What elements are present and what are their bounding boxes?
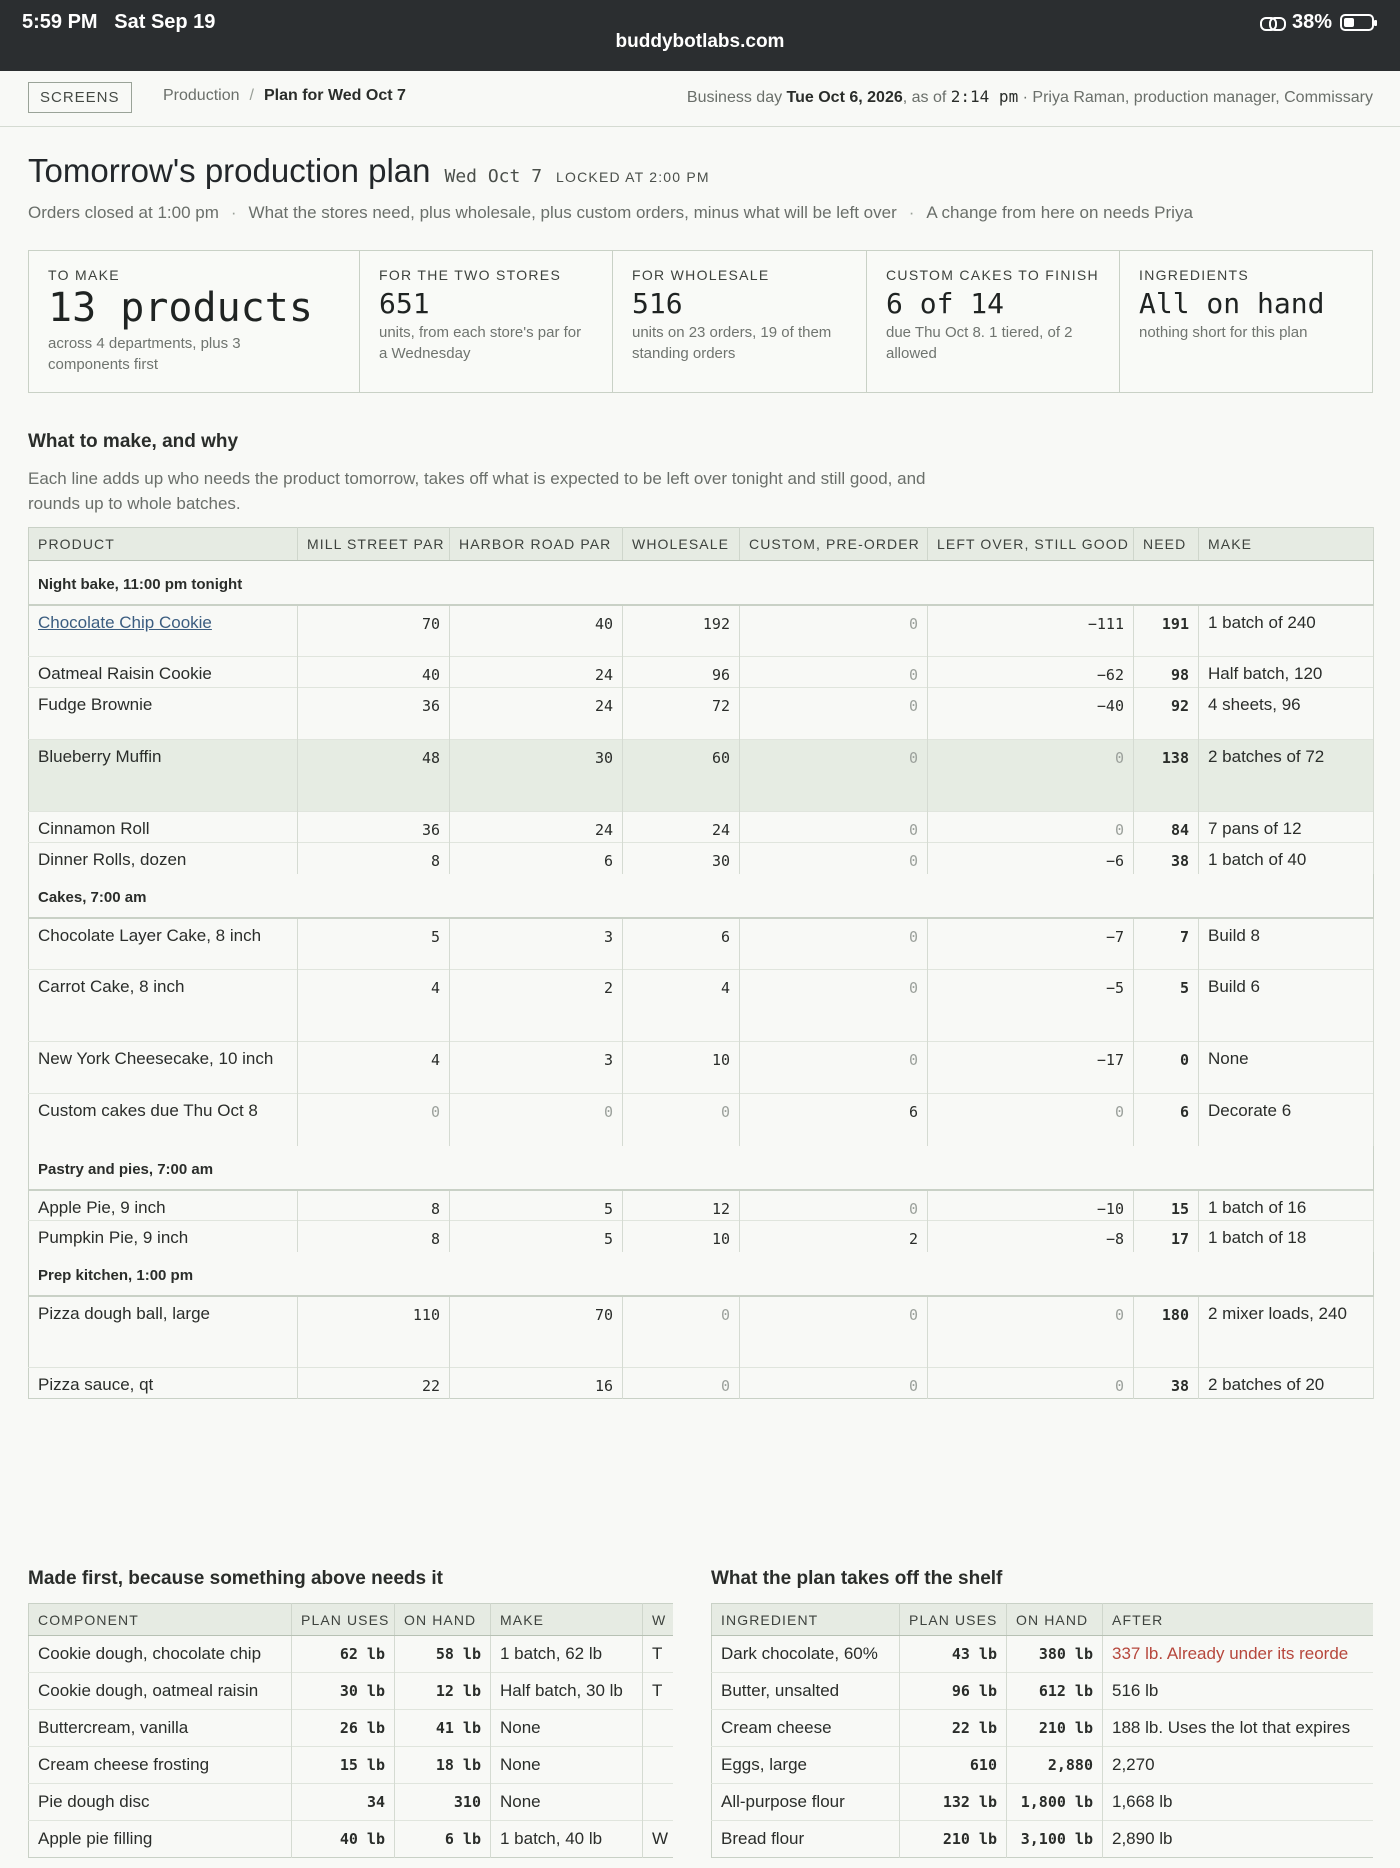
screens-button[interactable]: SCREENS xyxy=(28,82,132,113)
col-header[interactable]: WHOLESALE xyxy=(623,528,740,561)
cell-custom: 6 xyxy=(740,1094,928,1146)
cell-plan-uses: 96 lb xyxy=(900,1673,1007,1710)
cell-harbor: 70 xyxy=(450,1296,623,1368)
cell-harbor: 2 xyxy=(450,970,623,1042)
cell-wholesale: 4 xyxy=(623,970,740,1042)
product-name: Cinnamon Roll xyxy=(29,812,298,843)
cell-plan-uses: 62 lb xyxy=(292,1636,395,1673)
product-name: Pumpkin Pie, 9 inch xyxy=(29,1221,298,1252)
product-name: Apple Pie, 9 inch xyxy=(29,1190,298,1221)
cell-wholesale: 192 xyxy=(623,605,740,657)
table-row[interactable] xyxy=(29,1821,674,1858)
cell-wholesale: 12 xyxy=(623,1190,740,1221)
cell-make: 1 batch, 40 lb xyxy=(491,1821,643,1858)
cell-make: 2 batches of 72 xyxy=(1199,740,1374,812)
battery-percent: 38% xyxy=(1291,11,1332,33)
table-row[interactable] xyxy=(29,1784,674,1821)
cell-make: 7 pans of 12 xyxy=(1199,812,1374,843)
components-table xyxy=(28,1603,673,1858)
cell-wholesale: 0 xyxy=(623,1094,740,1146)
cell-mill: 70 xyxy=(298,605,450,657)
cell-mill: 8 xyxy=(298,843,450,874)
make-section-title: What to make, and why xyxy=(28,431,239,452)
cell-wholesale: 10 xyxy=(623,1221,740,1252)
cell-custom: 0 xyxy=(740,970,928,1042)
cell-harbor: 24 xyxy=(450,688,623,740)
cell-make: 1 batch, 62 lb xyxy=(491,1636,643,1673)
cell-mill: 48 xyxy=(298,740,450,812)
page-heading xyxy=(28,152,710,190)
cell-custom: 0 xyxy=(740,605,928,657)
product-link[interactable]: Chocolate Chip Cookie xyxy=(38,612,212,632)
component-name: Cream cheese frosting xyxy=(29,1747,292,1784)
cell-wholesale: 0 xyxy=(623,1368,740,1399)
cell-custom: 0 xyxy=(740,1296,928,1368)
stat-stores: FOR THE TWO STORES 651 units, from each store's par for a Wednesday xyxy=(360,251,613,392)
cell-mill: 22 xyxy=(298,1368,450,1399)
cell-harbor: 3 xyxy=(450,918,623,970)
cell-on-hand: 41 lb xyxy=(395,1710,491,1747)
cell-need: 98 xyxy=(1134,657,1199,688)
cell-plan-uses: 210 lb xyxy=(900,1821,1007,1858)
product-name: Chocolate Layer Cake, 8 inch xyxy=(29,918,298,970)
cell-after: 516 lb xyxy=(1103,1673,1374,1710)
production-table xyxy=(28,527,1374,1399)
cell-after: 2,270 xyxy=(1103,1747,1374,1784)
address-url[interactable]: buddybotlabs.com xyxy=(615,31,785,52)
cell-on-hand: 380 lb xyxy=(1007,1636,1103,1673)
cell-extra xyxy=(643,1710,674,1747)
cell-after: 2,890 lb xyxy=(1103,1821,1374,1858)
cell-need: 92 xyxy=(1134,688,1199,740)
page-title: Tomorrow's production plan xyxy=(28,152,431,189)
cell-after: 337 lb. Already under its reorde xyxy=(1103,1636,1374,1673)
product-name: Dinner Rolls, dozen xyxy=(29,843,298,874)
cell-harbor: 5 xyxy=(450,1190,623,1221)
product-name xyxy=(29,605,298,657)
product-name: Pizza sauce, qt xyxy=(29,1368,298,1399)
cell-need: 0 xyxy=(1134,1042,1199,1094)
ingredient-name: Cream cheese xyxy=(712,1710,900,1747)
product-name: Fudge Brownie xyxy=(29,688,298,740)
cell-harbor: 16 xyxy=(450,1368,623,1399)
col-header[interactable]: PRODUCT xyxy=(29,528,298,561)
cell-wholesale: 96 xyxy=(623,657,740,688)
top-bar xyxy=(0,71,1400,127)
cell-plan-uses: 610 xyxy=(900,1747,1007,1784)
table-row[interactable] xyxy=(29,1636,674,1673)
cell-make: None xyxy=(491,1710,643,1747)
col-header[interactable]: MAKE xyxy=(491,1604,643,1636)
group-row xyxy=(29,1252,1374,1296)
ingredient-name: All-purpose flour xyxy=(712,1784,900,1821)
breadcrumb xyxy=(163,87,406,105)
cell-left: 0 xyxy=(928,812,1134,843)
component-name: Pie dough disc xyxy=(29,1784,292,1821)
col-header[interactable]: HARBOR ROAD PAR xyxy=(450,528,623,561)
cell-extra xyxy=(643,1784,674,1821)
cell-plan-uses: 43 lb xyxy=(900,1636,1007,1673)
cell-left: 0 xyxy=(928,740,1134,812)
cell-plan-uses: 22 lb xyxy=(900,1710,1007,1747)
cell-on-hand: 58 lb xyxy=(395,1636,491,1673)
col-header[interactable]: PLAN USES xyxy=(292,1604,395,1636)
cell-mill: 8 xyxy=(298,1190,450,1221)
ingredient-name: Eggs, large xyxy=(712,1747,900,1784)
table-row[interactable] xyxy=(29,812,1374,843)
table-row[interactable] xyxy=(29,605,1374,657)
table-row[interactable] xyxy=(712,1784,1374,1821)
ingredients-title: What the plan takes off the shelf xyxy=(711,1568,1003,1589)
table-row[interactable] xyxy=(712,1747,1374,1784)
page-subtitle: Orders closed at 1:00 pm · What the stores need, plus wholesale, plus custom orders, minus what will be left over · A change from here on needs Priya xyxy=(28,203,1193,222)
table-row[interactable] xyxy=(29,1368,1374,1399)
link-icon xyxy=(1260,16,1284,30)
battery-icon xyxy=(1340,14,1374,31)
business-context: Business day Tue Oct 6, 2026, as of 2:14 pm · Priya Raman, production manager, Commissary xyxy=(686,87,1373,106)
cell-harbor: 30 xyxy=(450,740,623,812)
table-row[interactable] xyxy=(29,1747,674,1784)
cell-left: −6 xyxy=(928,843,1134,874)
cell-wholesale: 72 xyxy=(623,688,740,740)
ingredients-table xyxy=(711,1603,1373,1858)
cell-make: 2 batches of 20 xyxy=(1199,1368,1374,1399)
group-row xyxy=(29,874,1374,918)
cell-need: 180 xyxy=(1134,1296,1199,1368)
cell-on-hand: 18 lb xyxy=(395,1747,491,1784)
cell-harbor: 5 xyxy=(450,1221,623,1252)
cell-make: 4 sheets, 96 xyxy=(1199,688,1374,740)
table-header-row xyxy=(29,528,1374,561)
table-row[interactable] xyxy=(29,1221,1374,1252)
cell-left: −8 xyxy=(928,1221,1134,1252)
cell-on-hand: 210 lb xyxy=(1007,1710,1103,1747)
stat-ingredients: INGREDIENTS All on hand nothing short for this plan xyxy=(1139,267,1325,341)
cell-make: 1 batch of 40 xyxy=(1199,843,1374,874)
cell-left: 0 xyxy=(928,1296,1134,1368)
cell-harbor: 40 xyxy=(450,605,623,657)
component-name: Cookie dough, oatmeal raisin xyxy=(29,1673,292,1710)
cell-left: −17 xyxy=(928,1042,1134,1094)
col-header[interactable]: ON HAND xyxy=(395,1604,491,1636)
cell-harbor: 6 xyxy=(450,843,623,874)
cell-extra: W xyxy=(643,1821,674,1858)
table-row[interactable] xyxy=(29,1673,674,1710)
table-row[interactable] xyxy=(29,1190,1374,1221)
cell-on-hand: 3,100 lb xyxy=(1007,1821,1103,1858)
cell-need: 7 xyxy=(1134,918,1199,970)
ingredient-name: Bread flour xyxy=(712,1821,900,1858)
cell-custom: 0 xyxy=(740,843,928,874)
stat-wholesale: FOR WHOLESALE 516 units on 23 orders, 19 of them standing orders xyxy=(613,251,867,392)
cell-custom: 2 xyxy=(740,1221,928,1252)
col-header[interactable]: NEED xyxy=(1134,528,1199,561)
cell-make: Build 8 xyxy=(1199,918,1374,970)
col-header[interactable]: LEFT OVER, STILL GOOD xyxy=(928,528,1134,561)
cell-mill: 5 xyxy=(298,918,450,970)
table-row[interactable] xyxy=(29,657,1374,688)
cell-plan-uses: 40 lb xyxy=(292,1821,395,1858)
cell-need: 38 xyxy=(1134,843,1199,874)
cell-custom: 0 xyxy=(740,812,928,843)
cell-make: 1 batch of 16 xyxy=(1199,1190,1374,1221)
table-row[interactable] xyxy=(29,740,1374,812)
cell-wholesale: 60 xyxy=(623,740,740,812)
table-row[interactable] xyxy=(29,1042,1374,1094)
cell-left: −111 xyxy=(928,605,1134,657)
cell-make: Decorate 6 xyxy=(1199,1094,1374,1146)
table-row[interactable] xyxy=(29,843,1374,874)
make-section-description: Each line adds up who needs the product tomorrow, takes off what is expected to be left over tonight and still good, and rounds up to whole batches. xyxy=(28,469,926,513)
group-row xyxy=(29,561,1374,605)
group-row xyxy=(29,1146,1374,1190)
cell-mill: 36 xyxy=(298,812,450,843)
cell-wholesale: 30 xyxy=(623,843,740,874)
cell-on-hand: 6 lb xyxy=(395,1821,491,1858)
plan-date: Wed Oct 7 xyxy=(444,166,543,187)
cell-custom: 0 xyxy=(740,918,928,970)
cell-custom: 0 xyxy=(740,740,928,812)
cell-mill: 36 xyxy=(298,688,450,740)
cell-left: −40 xyxy=(928,688,1134,740)
cell-on-hand: 2,880 xyxy=(1007,1747,1103,1784)
cell-harbor: 0 xyxy=(450,1094,623,1146)
breadcrumb-separator: / xyxy=(249,87,254,104)
cell-mill: 4 xyxy=(298,970,450,1042)
table-row[interactable] xyxy=(712,1636,1374,1673)
cell-left: −10 xyxy=(928,1190,1134,1221)
table-row[interactable] xyxy=(29,1094,1374,1146)
cell-make: None xyxy=(491,1747,643,1784)
cell-after: 188 lb. Uses the lot that expires xyxy=(1103,1710,1374,1747)
cell-extra: T xyxy=(643,1673,674,1710)
table-row[interactable] xyxy=(29,1296,1374,1368)
product-name: Blueberry Muffin xyxy=(29,740,298,812)
cell-plan-uses: 34 xyxy=(292,1784,395,1821)
cell-wholesale: 0 xyxy=(623,1296,740,1368)
cell-on-hand: 12 lb xyxy=(395,1673,491,1710)
cell-left: −7 xyxy=(928,918,1134,970)
cell-plan-uses: 132 lb xyxy=(900,1784,1007,1821)
col-header[interactable]: PLAN USES xyxy=(900,1604,1007,1636)
cell-custom: 0 xyxy=(740,688,928,740)
group-label: Pastry and pies, 7:00 am xyxy=(38,1160,214,1178)
cell-mill: 4 xyxy=(298,1042,450,1094)
table-row[interactable] xyxy=(29,970,1374,1042)
components-title: Made first, because something above needs it xyxy=(28,1568,443,1589)
cell-left: −5 xyxy=(928,970,1134,1042)
cell-need: 38 xyxy=(1134,1368,1199,1399)
table-row[interactable] xyxy=(712,1710,1374,1747)
stat-custom-cakes: CUSTOM CAKES TO FINISH 6 of 14 due Thu Oct 8. 1 tiered, of 2 allowed xyxy=(867,251,1120,392)
breadcrumb-current: Plan for Wed Oct 7 xyxy=(263,87,406,104)
col-header[interactable]: MAKE xyxy=(1199,528,1374,561)
ingredient-name: Butter, unsalted xyxy=(712,1673,900,1710)
cell-on-hand: 1,800 lb xyxy=(1007,1784,1103,1821)
cell-custom: 0 xyxy=(740,1042,928,1094)
cell-custom: 0 xyxy=(740,657,928,688)
component-name: Apple pie filling xyxy=(29,1821,292,1858)
cell-need: 6 xyxy=(1134,1094,1199,1146)
cell-harbor: 3 xyxy=(450,1042,623,1094)
group-label: Night bake, 11:00 pm tonight xyxy=(38,576,243,593)
breadcrumb-production[interactable]: Production xyxy=(163,87,240,104)
cell-on-hand: 612 lb xyxy=(1007,1673,1103,1710)
cell-left: −62 xyxy=(928,657,1134,688)
product-name: Custom cakes due Thu Oct 8 xyxy=(29,1094,298,1146)
product-name: Carrot Cake, 8 inch xyxy=(29,970,298,1042)
table-row[interactable] xyxy=(29,1710,674,1747)
cell-make: 1 batch of 240 xyxy=(1199,605,1374,657)
cell-mill: 0 xyxy=(298,1094,450,1146)
cell-harbor: 24 xyxy=(450,657,623,688)
product-name: Pizza dough ball, large xyxy=(29,1296,298,1368)
status-bar xyxy=(0,0,1400,71)
cell-need: 15 xyxy=(1134,1190,1199,1221)
cell-left: 0 xyxy=(928,1094,1134,1146)
col-header[interactable]: CUSTOM, PRE-ORDER xyxy=(740,528,928,561)
cell-on-hand: 310 xyxy=(395,1784,491,1821)
group-label: Cakes, 7:00 am xyxy=(38,888,147,906)
cell-make: Half batch, 30 lb xyxy=(491,1673,643,1710)
cell-need: 17 xyxy=(1134,1221,1199,1252)
stat-to-make: TO MAKE 13 products across 4 departments, plus 3 components first xyxy=(29,251,360,392)
lock-status: LOCKED AT 2:00 PM xyxy=(556,169,710,185)
cell-wholesale: 24 xyxy=(623,812,740,843)
cell-need: 191 xyxy=(1134,605,1199,657)
col-header[interactable]: COMPONENT xyxy=(29,1604,292,1636)
table-row[interactable] xyxy=(29,688,1374,740)
cell-make: None xyxy=(1199,1042,1374,1094)
cell-need: 138 xyxy=(1134,740,1199,812)
cell-mill: 40 xyxy=(298,657,450,688)
cell-wholesale: 6 xyxy=(623,918,740,970)
col-header[interactable]: INGREDIENT xyxy=(712,1604,900,1636)
cell-harbor: 24 xyxy=(450,812,623,843)
col-header[interactable]: W xyxy=(643,1604,674,1636)
col-header[interactable]: MILL STREET PAR xyxy=(298,528,450,561)
table-row[interactable] xyxy=(29,918,1374,970)
cell-extra xyxy=(643,1747,674,1784)
cell-make: 1 batch of 18 xyxy=(1199,1221,1374,1252)
cell-make: Half batch, 120 xyxy=(1199,657,1374,688)
cell-need: 5 xyxy=(1134,970,1199,1042)
table-row[interactable] xyxy=(712,1673,1374,1710)
cell-plan-uses: 30 lb xyxy=(292,1673,395,1710)
cell-wholesale: 10 xyxy=(623,1042,740,1094)
cell-plan-uses: 15 lb xyxy=(292,1747,395,1784)
product-name: Oatmeal Raisin Cookie xyxy=(29,657,298,688)
component-name: Cookie dough, chocolate chip xyxy=(29,1636,292,1673)
cell-plan-uses: 26 lb xyxy=(292,1710,395,1747)
cell-custom: 0 xyxy=(740,1368,928,1399)
cell-mill: 8 xyxy=(298,1221,450,1252)
col-header[interactable]: ON HAND xyxy=(1007,1604,1103,1636)
table-row[interactable] xyxy=(712,1821,1374,1858)
component-name: Buttercream, vanilla xyxy=(29,1710,292,1747)
cell-after: 1,668 lb xyxy=(1103,1784,1374,1821)
cell-left: 0 xyxy=(928,1368,1134,1399)
cell-make: None xyxy=(491,1784,643,1821)
cell-make: Build 6 xyxy=(1199,970,1374,1042)
cell-extra: T xyxy=(643,1636,674,1673)
status-time: 5:59 PM Sat Sep 19 xyxy=(22,11,216,33)
cell-custom: 0 xyxy=(740,1190,928,1221)
ingredient-name: Dark chocolate, 60% xyxy=(712,1636,900,1673)
group-label: Prep kitchen, 1:00 pm xyxy=(38,1266,194,1284)
cell-mill: 110 xyxy=(298,1296,450,1368)
cell-need: 84 xyxy=(1134,812,1199,843)
cell-make: 2 mixer loads, 240 xyxy=(1199,1296,1374,1368)
col-header[interactable]: AFTER xyxy=(1103,1604,1374,1636)
product-name: New York Cheesecake, 10 inch xyxy=(29,1042,298,1094)
summary-stats xyxy=(28,250,1373,393)
